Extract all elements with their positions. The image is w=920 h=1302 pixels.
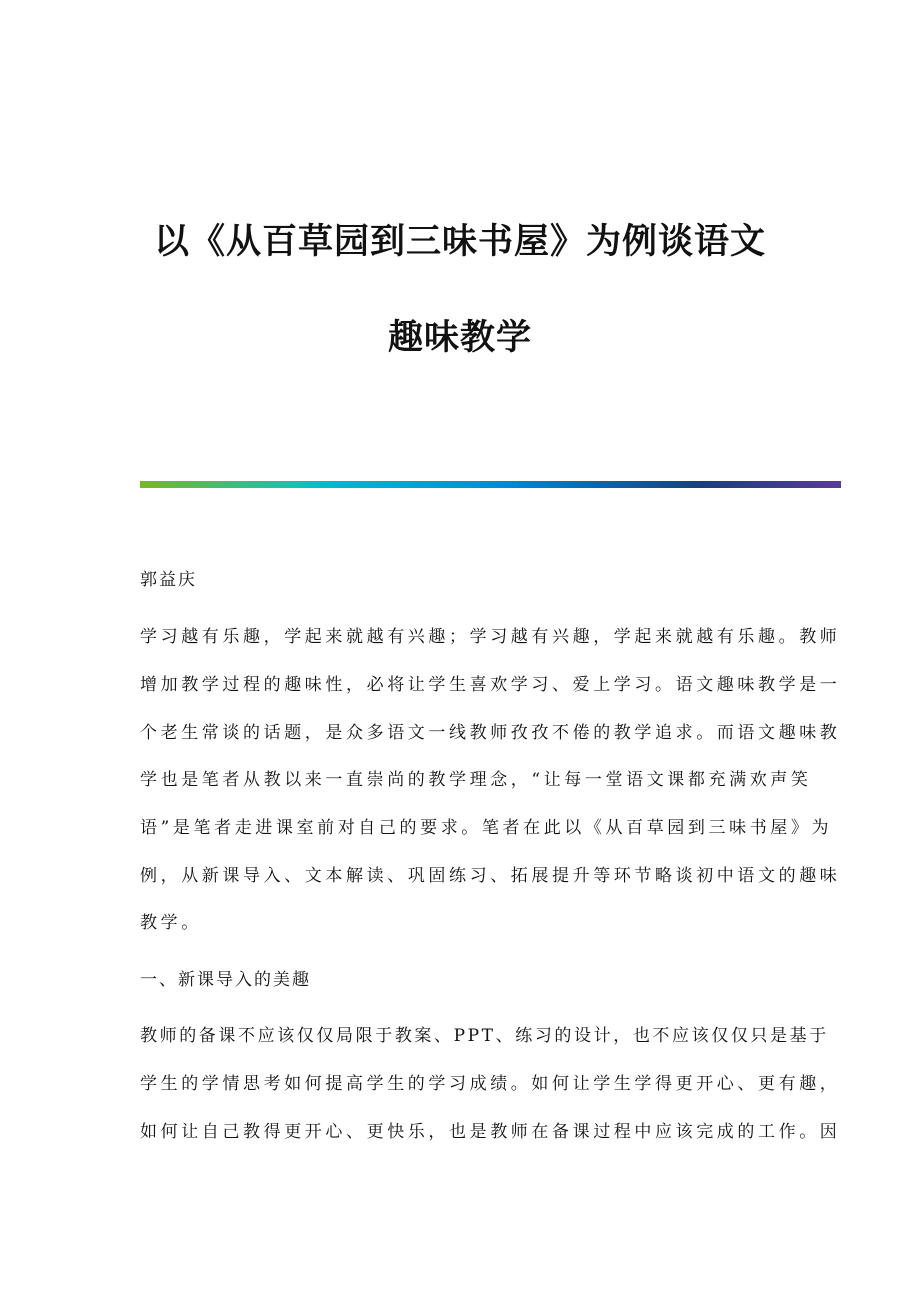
paragraph-line: 例，从新课导入、文本解读、巩固练习、拓展提升等环节略谈初中语文的趣味 xyxy=(140,866,841,886)
paragraph-line: 如何让自己教得更开心、更快乐，也是教师在备课过程中应该完成的工作。因 xyxy=(140,1122,841,1142)
section-heading: 一、新课导入的美趣 xyxy=(140,970,311,990)
paragraph-line: 增加教学过程的趣味性，必将让学生喜欢学习、爱上学习。语文趣味教学是一 xyxy=(140,675,841,695)
paragraph-line: 学习越有乐趣，学起来就越有兴趣；学习越有兴趣，学起来就越有乐趣。教师 xyxy=(140,627,841,647)
gradient-divider xyxy=(140,481,841,488)
document-title-line-2: 趣味教学 xyxy=(387,317,532,358)
paragraph-line: 学生的学情思考如何提高学生的学习成绩。如何让学生学得更开心、更有趣， xyxy=(140,1074,841,1094)
document-title-line-1: 以《从百草园到三味书屋》为例谈语文 xyxy=(153,221,766,262)
paragraph-line: 学也是笔者从教以来一直崇尚的教学理念，“让每一堂语文课都充满欢声笑 xyxy=(140,770,812,790)
paragraph-line: 教学。 xyxy=(140,913,202,933)
paragraph-line: 语”是笔者走进课室前对自己的要求。笔者在此以《从百草园到三味书屋》为 xyxy=(140,818,833,838)
author-name: 郭益庆 xyxy=(140,570,197,590)
paragraph-line: 个老生常谈的话题，是众多语文一线教师孜孜不倦的教学追求。而语文趣味教 xyxy=(140,723,841,743)
paragraph-line: 教师的备课不应该仅仅局限于教案、PPT、练习的设计，也不应该仅仅只是基于 xyxy=(140,1026,829,1046)
